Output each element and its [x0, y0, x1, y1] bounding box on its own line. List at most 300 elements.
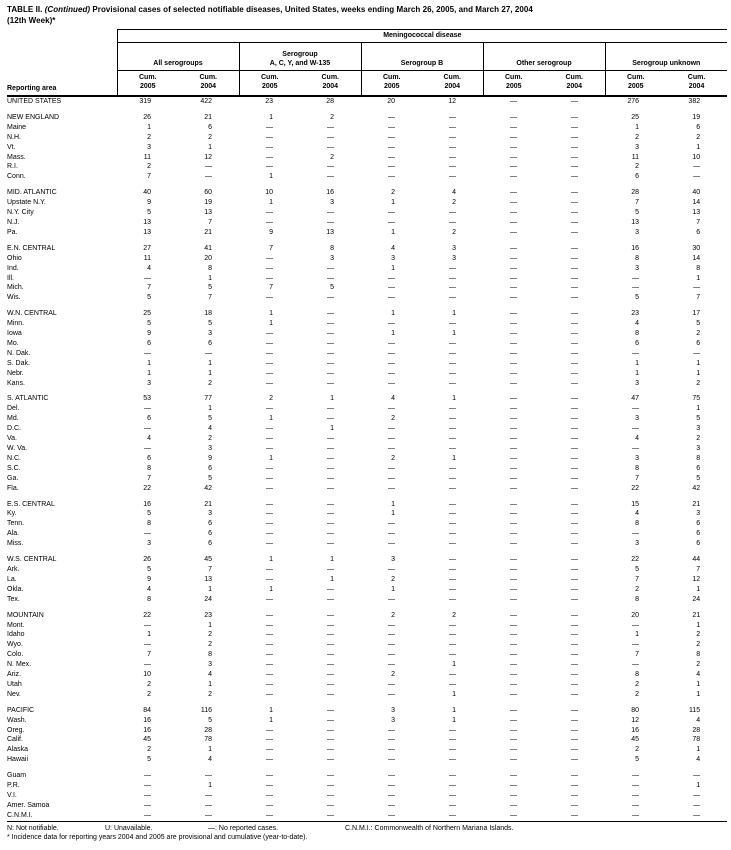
value-cell: — — [266, 369, 273, 377]
value-cell: 41 — [204, 244, 212, 252]
value-cell: — — [205, 772, 212, 780]
value-cell: 2 — [391, 671, 395, 679]
value-cell: 8 — [330, 244, 334, 252]
value-cell: 1 — [696, 585, 701, 593]
table-row — [7, 198, 727, 208]
value-cell: — — [266, 163, 273, 171]
value-cell: — — [327, 792, 334, 799]
value-cell: — — [571, 575, 578, 583]
table-row — [7, 650, 727, 660]
value-cell: — — [510, 425, 517, 433]
title-week: (12th Week)* — [7, 15, 56, 25]
value-cell: 2 — [147, 680, 151, 688]
table-row — [7, 414, 727, 424]
value-cell: — — [327, 264, 334, 272]
value-cell: — — [388, 435, 395, 443]
value-cell: 2 — [147, 690, 151, 698]
value-cell: — — [510, 736, 517, 744]
value-cell: 8 — [208, 651, 212, 659]
reporting-area-cell: E.S. CENTRAL — [7, 500, 55, 508]
header-group-all-serogroups: All serogroups — [117, 43, 239, 71]
value-cell: — — [510, 310, 517, 318]
value-cell: — — [266, 435, 273, 443]
value-cell: 1 — [269, 113, 273, 121]
value-cell: — — [571, 621, 578, 629]
value-cell: — — [510, 500, 517, 508]
value-cell: 3 — [452, 244, 456, 252]
table-bottom-rule — [7, 821, 727, 822]
value-cell: 1 — [452, 395, 456, 403]
value-cell: 26 — [143, 113, 151, 121]
value-cell: — — [510, 359, 517, 367]
value-cell: 5 — [635, 294, 639, 302]
value-cell: — — [571, 113, 578, 121]
value-cell: 3 — [208, 330, 212, 338]
value-cell: 3 — [147, 540, 151, 548]
table-row — [7, 228, 727, 238]
value-cell: 1 — [269, 585, 273, 593]
value-cell: — — [327, 484, 334, 492]
value-cell: — — [510, 575, 517, 583]
value-cell: 8 — [696, 264, 701, 272]
reporting-area-cell: Nebr. — [7, 369, 24, 377]
reporting-area-cell: N.Y. City — [7, 209, 34, 217]
value-cell: — — [510, 330, 517, 338]
value-cell: — — [571, 199, 578, 207]
footnote-legend — [7, 824, 727, 833]
value-cell: 9 — [147, 575, 151, 583]
value-cell: 1 — [635, 631, 639, 639]
value-cell: — — [388, 173, 395, 181]
value-cell: — — [571, 244, 578, 252]
table-row — [7, 474, 727, 484]
value-cell: 5 — [208, 320, 212, 328]
value-cell: — — [327, 782, 334, 790]
value-cell: — — [571, 746, 578, 754]
value-cell: — — [388, 320, 395, 328]
value-cell: 2 — [391, 454, 395, 462]
value-cell: — — [388, 274, 395, 282]
value-cell: — — [510, 454, 517, 462]
value-cell: 16 — [143, 716, 151, 724]
table-row — [7, 716, 727, 726]
value-cell: — — [388, 474, 395, 482]
value-cell: — — [510, 556, 517, 564]
value-cell: — — [449, 294, 456, 302]
table-row — [7, 162, 727, 172]
value-cell: 3 — [147, 379, 151, 387]
value-cell: — — [571, 811, 578, 819]
table-row — [7, 771, 727, 781]
value-cell: 5 — [147, 294, 151, 302]
value-cell: 3 — [696, 510, 701, 518]
value-cell: — — [571, 173, 578, 181]
value-cell: — — [327, 690, 334, 698]
value-cell: — — [449, 173, 456, 181]
value-cell: — — [388, 359, 395, 367]
value-cell: — — [266, 641, 273, 649]
value-cell: — — [266, 651, 273, 659]
value-cell: — — [327, 474, 334, 482]
value-cell: — — [327, 123, 334, 131]
value-cell: — — [571, 792, 578, 799]
value-cell: 3 — [147, 143, 151, 151]
value-cell: 22 — [143, 484, 151, 492]
value-cell: — — [327, 772, 334, 780]
value-cell: 6 — [147, 415, 151, 423]
value-cell: 2 — [208, 641, 212, 649]
value-cell: — — [266, 349, 273, 357]
value-cell: — — [571, 123, 578, 131]
value-cell: — — [693, 811, 701, 819]
value-cell: — — [571, 801, 578, 809]
value-cell: — — [266, 756, 273, 764]
value-cell: — — [388, 641, 395, 649]
value-cell: — — [388, 782, 395, 790]
value-cell: — — [510, 585, 517, 593]
value-cell: — — [510, 189, 517, 197]
value-cell: — — [266, 133, 273, 141]
value-cell: 53 — [143, 395, 151, 403]
header-cum-2005: Cum. 2005 — [361, 71, 422, 97]
value-cell: — — [510, 163, 517, 171]
reporting-area-cell: E.N. CENTRAL — [7, 244, 56, 252]
value-cell: — — [449, 474, 456, 482]
reporting-area-cell: Miss. — [7, 540, 24, 548]
header-blank-cell — [7, 30, 117, 43]
value-cell: 25 — [143, 310, 151, 318]
value-cell: 1 — [147, 359, 151, 367]
reporting-area-cell: W.S. CENTRAL — [7, 556, 57, 564]
value-cell: 4 — [208, 671, 212, 679]
table-row — [7, 630, 727, 640]
reporting-area-cell: Utah — [7, 680, 22, 688]
table-row — [7, 595, 727, 605]
value-cell: 13 — [692, 209, 701, 217]
table-row — [7, 611, 727, 621]
value-cell: — — [327, 631, 334, 639]
reporting-area-cell: Iowa — [7, 330, 22, 338]
value-cell: 4 — [147, 264, 151, 272]
table-row — [7, 283, 727, 293]
value-cell: — — [571, 680, 578, 688]
value-cell: 2 — [635, 746, 639, 754]
value-cell: 2 — [208, 379, 212, 387]
reporting-area-cell: Tex. — [7, 595, 20, 603]
value-cell: — — [449, 284, 456, 292]
value-cell: — — [571, 464, 578, 472]
value-cell: — — [144, 621, 151, 629]
value-cell: 5 — [696, 474, 701, 482]
value-cell: — — [144, 792, 151, 799]
value-cell: 14 — [692, 199, 701, 207]
value-cell: — — [571, 706, 578, 714]
reporting-area-cell: La. — [7, 575, 17, 583]
table-row — [7, 484, 727, 494]
value-cell: 24 — [204, 595, 212, 603]
value-cell: 4 — [635, 435, 639, 443]
value-cell: — — [266, 811, 273, 819]
value-cell: — — [449, 369, 456, 377]
value-cell: — — [693, 284, 701, 292]
value-cell: 2 — [696, 330, 701, 338]
value-cell: — — [449, 464, 456, 472]
value-cell: 3 — [696, 425, 701, 433]
value-cell: — — [510, 274, 517, 282]
title-text: Provisional cases of selected notifiable diseases, United States, weeks ending March 26, 2005, and March 27, 2004 — [92, 5, 533, 14]
value-cell: 1 — [452, 661, 456, 669]
table-row — [7, 153, 727, 163]
value-cell: — — [571, 274, 578, 282]
value-cell: — — [266, 153, 273, 161]
value-cell: 5 — [147, 320, 151, 328]
value-cell: — — [327, 651, 334, 659]
value-cell: — — [327, 369, 334, 377]
value-cell: — — [571, 264, 578, 272]
value-cell: 45 — [631, 736, 639, 744]
value-cell: 2 — [147, 746, 151, 754]
reporting-area-cell: R.I. — [7, 163, 18, 171]
value-cell: 2 — [696, 661, 701, 669]
value-cell: 1 — [208, 621, 212, 629]
value-cell: 75 — [692, 395, 701, 403]
value-cell: 319 — [139, 98, 151, 105]
value-cell: — — [449, 349, 456, 357]
table-row — [7, 394, 727, 404]
table-row — [7, 690, 727, 700]
value-cell: 6 — [696, 123, 701, 131]
value-cell: 1 — [269, 716, 273, 724]
value-cell: — — [449, 782, 456, 790]
value-cell: — — [388, 425, 395, 433]
value-cell: — — [327, 294, 334, 302]
value-cell: — — [571, 716, 578, 724]
value-cell: 2 — [147, 163, 151, 171]
value-cell: — — [510, 98, 517, 105]
disease-header-row — [7, 30, 727, 43]
value-cell: — — [388, 484, 395, 492]
value-cell: — — [327, 641, 334, 649]
value-cell: 115 — [688, 706, 701, 714]
value-cell: 4 — [147, 585, 151, 593]
value-cell: 1 — [391, 264, 395, 272]
value-cell: 4 — [696, 671, 701, 679]
value-cell: — — [632, 349, 639, 357]
value-cell: 5 — [147, 209, 151, 217]
value-cell: — — [388, 123, 395, 131]
value-cell: — — [266, 671, 273, 679]
reporting-area-cell: Hawaii — [7, 756, 29, 764]
value-cell: 15 — [631, 500, 639, 508]
value-cell: 11 — [143, 153, 151, 161]
value-cell: — — [388, 631, 395, 639]
value-cell: 2 — [452, 611, 456, 619]
value-cell: — — [327, 435, 334, 443]
reporting-area-cell: Conn. — [7, 173, 26, 181]
value-cell: — — [510, 611, 517, 619]
value-cell: — — [205, 349, 212, 357]
value-cell: — — [632, 621, 639, 629]
value-cell: — — [449, 631, 456, 639]
value-cell: — — [571, 349, 578, 357]
value-cell: 2 — [391, 189, 395, 197]
value-cell: 13 — [326, 228, 334, 236]
table-row — [7, 96, 727, 107]
value-cell: 7 — [635, 651, 639, 659]
value-cell: — — [266, 611, 273, 619]
reporting-area-cell: Colo. — [7, 651, 24, 659]
value-cell: 16 — [143, 726, 151, 734]
reporting-area-cell: MID. ATLANTIC — [7, 189, 57, 197]
table-row — [7, 555, 727, 565]
value-cell: 3 — [391, 706, 395, 714]
table-row — [7, 735, 727, 745]
value-cell: — — [266, 264, 273, 272]
value-cell: 3 — [635, 379, 639, 387]
value-cell: — — [510, 445, 517, 452]
value-cell: 1 — [208, 143, 212, 151]
value-cell: 2 — [208, 133, 212, 141]
value-cell: 2 — [269, 395, 273, 403]
table-row — [7, 404, 727, 414]
value-cell: 6 — [696, 530, 701, 538]
table-row — [7, 500, 727, 510]
reporting-area-cell: Okla. — [7, 585, 24, 593]
value-cell: 1 — [696, 621, 701, 629]
value-cell: — — [388, 153, 395, 161]
value-cell: 4 — [696, 716, 701, 724]
value-cell: — — [449, 801, 456, 809]
value-cell: 28 — [204, 726, 212, 734]
table-row — [7, 208, 727, 218]
reporting-area-cell: Tenn. — [7, 520, 25, 528]
value-cell: — — [510, 464, 517, 472]
value-cell: — — [510, 218, 517, 226]
value-cell: — — [327, 661, 334, 669]
reporting-area-cell: N.H. — [7, 133, 21, 141]
value-cell: 2 — [635, 585, 639, 593]
value-cell: — — [449, 556, 456, 564]
value-cell: — — [510, 228, 517, 236]
value-cell: — — [327, 706, 334, 714]
value-cell: — — [388, 792, 395, 799]
value-cell: — — [266, 631, 273, 639]
value-cell: 8 — [696, 651, 701, 659]
reporting-area-cell: Md. — [7, 415, 19, 423]
reporting-area-cell: Amer. Samoa — [7, 801, 50, 809]
value-cell: — — [266, 801, 273, 809]
value-cell: 19 — [204, 199, 212, 207]
value-cell: 21 — [204, 113, 212, 121]
value-cell: — — [449, 123, 456, 131]
value-cell: 2 — [696, 379, 701, 387]
value-cell: 4 — [147, 435, 151, 443]
value-cell: — — [449, 405, 456, 413]
table-row — [7, 379, 727, 389]
value-cell: — — [388, 284, 395, 292]
value-cell: 10 — [143, 671, 151, 679]
footnote-not-notifiable: N: Not notifiable. — [7, 824, 59, 832]
value-cell: 1 — [696, 680, 701, 688]
value-cell: 12 — [631, 716, 639, 724]
value-cell: 5 — [696, 320, 701, 328]
value-cell: — — [449, 500, 456, 508]
value-cell: — — [327, 173, 334, 181]
value-cell: — — [205, 792, 212, 799]
value-cell: — — [510, 565, 517, 573]
value-cell: 13 — [631, 218, 639, 226]
value-cell: 21 — [692, 611, 701, 619]
table-row — [7, 424, 727, 434]
value-cell: — — [510, 113, 517, 121]
value-cell: — — [449, 680, 456, 688]
value-cell: — — [449, 359, 456, 367]
value-cell: — — [449, 621, 456, 629]
value-cell: 1 — [208, 782, 212, 790]
value-cell: — — [510, 595, 517, 603]
reporting-area-cell: Ga. — [7, 474, 19, 482]
value-cell: — — [266, 540, 273, 548]
value-cell: — — [449, 143, 456, 151]
value-cell: — — [571, 98, 578, 105]
value-cell: — — [388, 811, 395, 819]
value-cell: 7 — [147, 651, 151, 659]
value-cell: 9 — [208, 454, 212, 462]
value-cell: 22 — [631, 556, 639, 564]
value-cell: 23 — [265, 98, 273, 105]
reporting-area-cell: W. Va. — [7, 445, 28, 452]
value-cell: — — [510, 680, 517, 688]
value-cell: 20 — [204, 254, 212, 262]
value-cell: — — [388, 540, 395, 548]
value-cell: 22 — [143, 611, 151, 619]
table-row — [7, 811, 727, 821]
value-cell: 7 — [635, 575, 639, 583]
value-cell: — — [510, 484, 517, 492]
value-cell: 5 — [208, 415, 212, 423]
value-cell: 4 — [208, 425, 212, 433]
value-cell: 1 — [452, 706, 456, 714]
value-cell: 382 — [688, 98, 701, 105]
table-row — [7, 519, 727, 529]
value-cell: 6 — [208, 123, 212, 131]
value-cell: — — [510, 294, 517, 302]
value-cell: — — [388, 218, 395, 226]
value-cell: — — [510, 661, 517, 669]
value-cell: 40 — [143, 189, 151, 197]
value-cell: 84 — [143, 706, 151, 714]
value-cell: — — [266, 726, 273, 734]
reporting-area-cell: Ark. — [7, 565, 20, 573]
value-cell: 2 — [696, 435, 701, 443]
value-cell: — — [510, 209, 517, 217]
value-cell: — — [571, 474, 578, 482]
value-cell: 14 — [692, 254, 701, 262]
value-cell: — — [388, 801, 395, 809]
table-row — [7, 706, 727, 716]
value-cell: 3 — [208, 661, 212, 669]
value-cell: 4 — [635, 510, 639, 518]
value-cell: 7 — [208, 218, 212, 226]
value-cell: 16 — [631, 244, 639, 252]
value-cell: — — [205, 163, 212, 171]
value-cell: — — [144, 405, 151, 413]
value-cell: 22 — [631, 484, 639, 492]
value-cell: — — [266, 123, 273, 131]
value-cell: — — [510, 772, 517, 780]
reporting-area-cell: Mass. — [7, 153, 26, 161]
value-cell: 1 — [696, 369, 701, 377]
